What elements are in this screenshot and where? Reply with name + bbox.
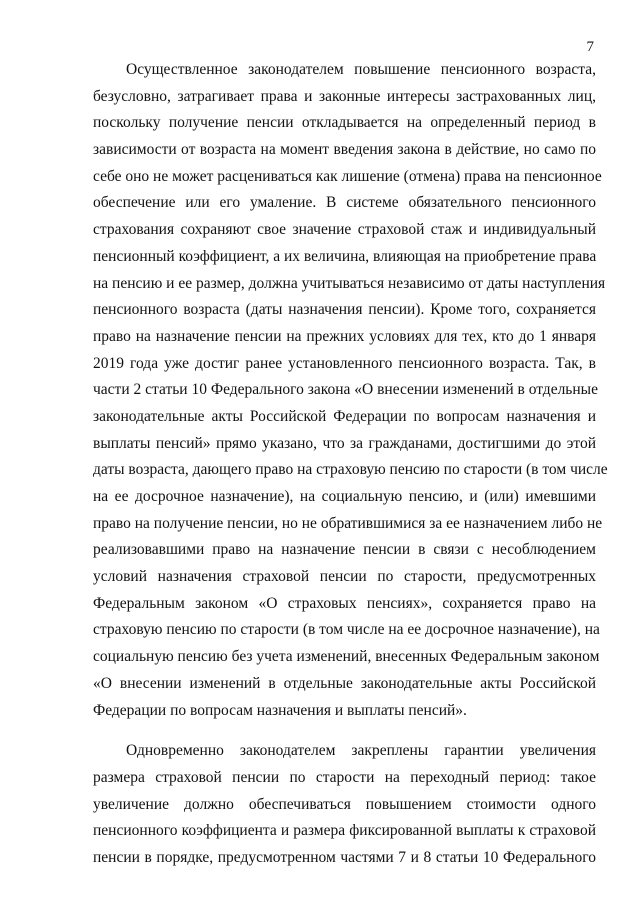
text-line: выплаты пенсий» прямо указано, что за гражданами, достигшими до этой bbox=[93, 434, 596, 452]
page-number: 7 bbox=[586, 39, 594, 55]
text-line: себе оно не может расцениваться как лишение (отмена) права на пенсионное bbox=[93, 167, 602, 185]
text-line: пенсионный коэффициент, а их величина, влияющая на приобретение права bbox=[93, 247, 597, 265]
text-line: размера страховой пенсии по старости на переходный период: такое bbox=[93, 768, 596, 786]
text-line: обеспечение или его умаление. В системе обязательного пенсионного bbox=[93, 194, 596, 212]
text-line: условий назначения страховой пенсии по старости, предусмотренных bbox=[93, 568, 596, 586]
text-line: право на назначение пенсии на прежних условиях для тех, кто до 1 января bbox=[93, 327, 596, 345]
text-line: Федерации по вопросам назначения и выплаты пенсий». bbox=[93, 701, 467, 719]
text-line: реализовавшими право на назначение пенсии в связи с несоблюдением bbox=[93, 541, 596, 559]
paragraph-guarantees bbox=[93, 738, 596, 871]
text-line: право на получение пенсии, но не обратившимися за ее назначением либо не bbox=[93, 514, 603, 532]
text-line: пенсии в порядке, предусмотренном частями 7 и 8 статьи 10 Федерального bbox=[93, 848, 596, 866]
text-line: Осуществленное законодателем повышение пенсионного возраста, bbox=[126, 61, 596, 78]
text-line: на пенсию и ее размер, должна учитываться независимо от даты наступления bbox=[93, 274, 606, 292]
text-line: Одновременно законодателем закреплены гарантии увеличения bbox=[126, 742, 596, 760]
text-line: безусловно, затрагивает права и законные интересы застрахованных лиц, bbox=[93, 87, 596, 105]
text-line: поскольку получение пенсии откладывается на определенный период в bbox=[93, 114, 596, 132]
text-line: страхования сохраняют свое значение страховой стаж и индивидуальный bbox=[93, 221, 596, 239]
text-line: социальную пенсию без учета изменений, внесенных Федеральным законом bbox=[93, 648, 600, 666]
text-line: «О внесении изменений в отдельные законодательные акты Российской bbox=[93, 674, 596, 692]
text-line: части 2 статьи 10 Федерального закона «О внесении изменений в отдельные bbox=[93, 381, 598, 399]
text-line: 2019 года уже достиг ранее установленного пенсионного возраста. Так, в bbox=[93, 354, 596, 372]
text-line: увеличение должно обеспечиваться повышением стоимости одного bbox=[93, 795, 596, 813]
document-body bbox=[93, 57, 608, 872]
text-line: законодательные акты Российской Федерации по вопросам назначения и bbox=[93, 407, 596, 425]
text-line: даты возраста, дающего право на страховую пенсию по старости (в том числе bbox=[93, 461, 608, 479]
text-line: страховую пенсию по старости (в том числе на ее досрочное назначение), на bbox=[93, 621, 600, 639]
text-line: на ее досрочное назначение), на социальную пенсию, и (или) имевшими bbox=[93, 488, 596, 505]
paragraph-pension-age bbox=[93, 57, 608, 724]
text-line: пенсионного возраста (даты назначения пенсии). Кроме того, сохраняется bbox=[93, 301, 596, 319]
text-line: пенсионного коэффициента и размера фиксированной выплаты к страховой bbox=[93, 822, 596, 840]
text-line: зависимости от возраста на момент введения закона в действие, но само по bbox=[93, 141, 596, 159]
paragraph-gap bbox=[93, 724, 596, 738]
text-line: Федеральным законом «О страховых пенсиях», сохраняется право на bbox=[93, 594, 596, 612]
